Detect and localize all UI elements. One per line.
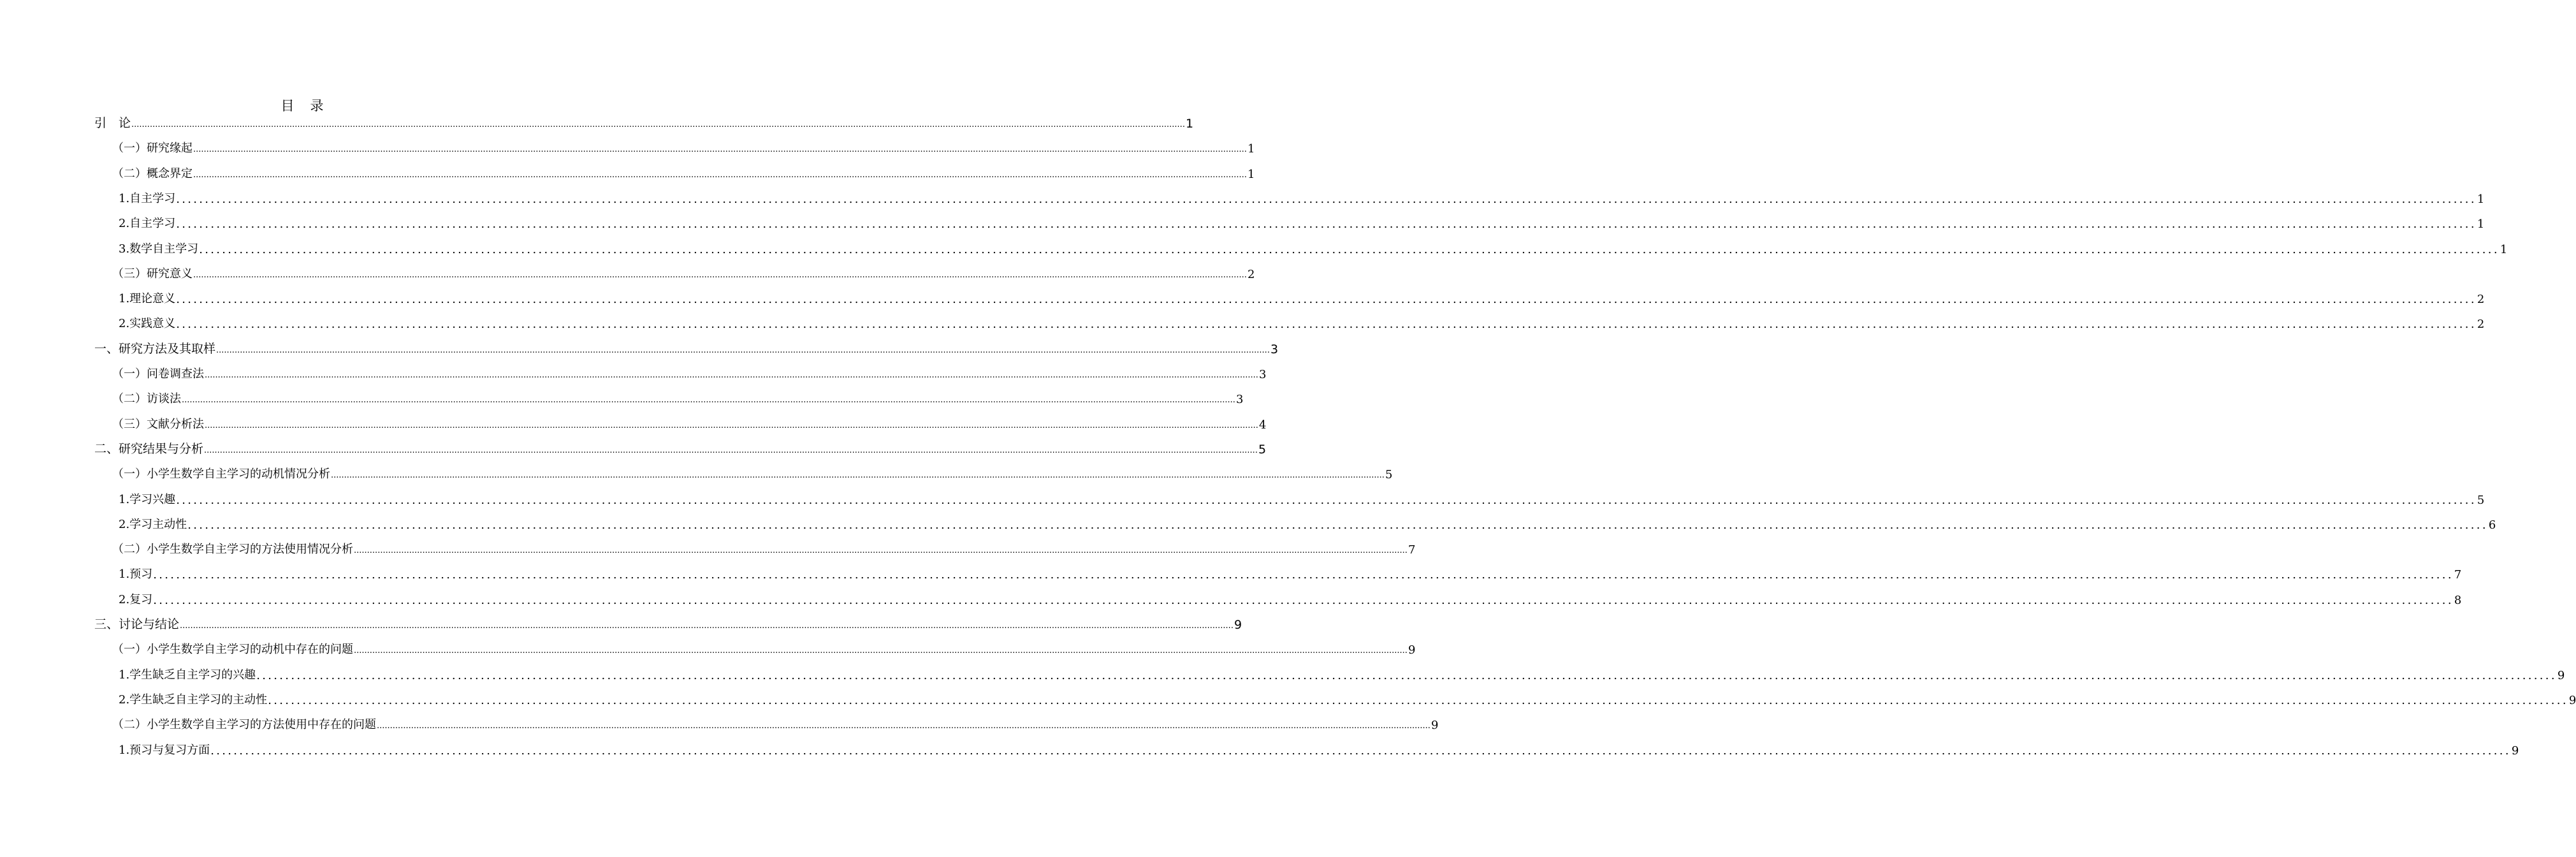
dot-leader: ................................................................................................................................................................................................................................................................................................................................................................................................................ (176, 318, 2477, 332)
toc-entry[interactable] (112, 134, 1255, 156)
dot-leader: ................................................................................................................................................................................................................................................................................................................................................................................................................ (268, 693, 2568, 707)
dot-leader: ................................................................................................................................................................................................................................................................................................................................................................................................................ (176, 192, 2477, 206)
dot-leader: ................................................................................................................................................................................................................................................................................................................................................................................................................ (331, 471, 1385, 481)
dot-leader: ................................................................................................................................................................................................................................................................................................................................................................................................................ (205, 370, 1258, 380)
toc-entry[interactable] (112, 360, 1267, 381)
toc-entry-label: 三、讨论与结论 (94, 617, 180, 631)
toc-entry-label: 1.学习兴趣 (119, 492, 176, 506)
toc-entry-label: （二）小学生数学自主学习的方法使用情况分析 (112, 543, 353, 557)
dot-leader: ................................................................................................................................................................................................................................................................................................................................................................................................................ (193, 170, 1247, 180)
toc-entry-label: 2.实践意义 (119, 317, 176, 331)
dot-leader: ................................................................................................................................................................................................................................................................................................................................................................................................................ (210, 743, 2511, 758)
toc-entry[interactable] (119, 485, 2485, 507)
toc-entry-page-number: 5 (2477, 493, 2485, 507)
toc-entry[interactable] (112, 159, 1255, 181)
dot-leader: ................................................................................................................................................................................................................................................................................................................................................................................................................ (204, 445, 1258, 455)
dot-leader: ................................................................................................................................................................................................................................................................................................................................................................................................................ (354, 546, 1408, 556)
toc-entry-page-number: 9 (1408, 643, 1416, 657)
toc-entry-label: 1.学生缺乏自主学习的兴趣 (119, 668, 256, 682)
dot-leader: ................................................................................................................................................................................................................................................................................................................................................................................................................ (153, 568, 2454, 582)
toc-entry[interactable] (119, 235, 2508, 256)
toc-entry-label: （二）概念界定 (112, 166, 193, 180)
dot-leader: ................................................................................................................................................................................................................................................................................................................................................................................................................ (153, 593, 2454, 607)
toc-entry[interactable] (119, 510, 2496, 532)
toc-entry-page-number: 5 (1385, 468, 1393, 482)
dot-leader: ................................................................................................................................................................................................................................................................................................................................................................................................................ (256, 668, 2557, 682)
toc-entry-page-number: 5 (1258, 442, 1267, 457)
toc-entry-label: （一）研究缘起 (112, 142, 193, 156)
toc-entry[interactable] (112, 385, 1244, 407)
dot-leader: ................................................................................................................................................................................................................................................................................................................................................................................................................ (205, 420, 1258, 430)
toc-entry[interactable] (119, 661, 2565, 682)
toc-entry[interactable] (119, 309, 2485, 332)
dot-leader: ................................................................................................................................................................................................................................................................................................................................................................................................................ (216, 345, 1270, 355)
toc-entry-page-number: 1 (2500, 242, 2508, 256)
toc-entry-label: 2.学生缺乏自主学习的主动性 (119, 692, 268, 707)
toc-entry-page-number: 7 (1408, 543, 1416, 557)
toc-entry-page-number: 1 (1247, 167, 1255, 181)
toc-entry-page-number: 2 (2477, 318, 2485, 332)
toc-entry-label: 1.预习与复习方面 (119, 743, 210, 757)
toc-entry[interactable] (119, 736, 2519, 758)
toc-entry[interactable] (94, 435, 1267, 457)
toc-entry-page-number: 1 (2477, 217, 2485, 231)
toc-entry[interactable] (119, 685, 2576, 707)
dot-leader: ................................................................................................................................................................................................................................................................................................................................................................................................................ (176, 217, 2477, 231)
toc-entry-label: （三）文献分析法 (112, 417, 204, 431)
toc-entry[interactable] (94, 335, 1279, 356)
toc-entry-label: （一）问卷调查法 (112, 367, 204, 381)
dot-leader: ................................................................................................................................................................................................................................................................................................................................................................................................................ (176, 293, 2477, 307)
toc-entry-label: 2.学习主动性 (119, 517, 187, 531)
toc-entry[interactable] (119, 209, 2485, 231)
toc-entry-label: 1.预习 (119, 568, 153, 582)
toc-entry-label: 二、研究结果与分析 (94, 441, 204, 456)
toc-entry-page-number: 3 (1270, 342, 1279, 356)
toc-entry-label: 1.理论意义 (119, 292, 176, 306)
toc-entry-page-number: 6 (2488, 518, 2496, 532)
toc-entry-page-number: 7 (2454, 568, 2462, 582)
toc-entry-label: 3.数学自主学习 (119, 242, 199, 256)
toc-entry[interactable] (119, 284, 2485, 307)
toc-entry-page-number: 4 (1258, 418, 1267, 432)
toc-entry[interactable] (112, 635, 1416, 657)
toc-entry-page-number: 9 (2511, 743, 2519, 758)
toc-entry[interactable] (112, 410, 1267, 432)
toc-entry-page-number: 9 (1233, 618, 1242, 632)
toc-title: 目 录 (280, 98, 325, 114)
toc-entry-page-number: 2 (1247, 267, 1255, 281)
dot-leader: ................................................................................................................................................................................................................................................................................................................................................................................................................ (193, 270, 1247, 280)
toc-entry[interactable] (119, 585, 2462, 607)
toc-entry-label: （二）访谈法 (112, 392, 181, 406)
toc-entry[interactable] (94, 610, 1242, 632)
dot-leader: ................................................................................................................................................................................................................................................................................................................................................................................................................ (199, 242, 2500, 256)
toc-entry-page-number: 1 (1185, 117, 1194, 131)
dot-leader: ................................................................................................................................................................................................................................................................................................................................................................................................................ (187, 518, 2488, 532)
dot-leader: ................................................................................................................................................................................................................................................................................................................................................................................................................ (131, 120, 1185, 129)
toc-entry-page-number: 2 (2477, 293, 2485, 307)
toc-entry[interactable] (112, 460, 1393, 482)
toc-entry-page-number: 9 (2568, 693, 2576, 707)
toc-entry[interactable] (94, 109, 1194, 131)
toc-entry-page-number: 3 (1235, 393, 1244, 407)
toc-entry-label: （一）小学生数学自主学习的动机情况分析 (112, 467, 330, 481)
dot-leader: ................................................................................................................................................................................................................................................................................................................................................................................................................ (377, 721, 1430, 731)
toc-entry[interactable] (119, 184, 2485, 206)
toc-entry-page-number: 1 (1247, 142, 1255, 156)
toc-entry-label: （二）小学生数学自主学习的方法使用中存在的问题 (112, 718, 376, 732)
toc-entry-label: 2.自主学习 (119, 217, 176, 231)
toc-entry[interactable] (119, 560, 2462, 582)
toc-entry-label: 引 论 (94, 116, 131, 130)
dot-leader: ................................................................................................................................................................................................................................................................................................................................................................................................................ (354, 646, 1408, 656)
toc-entry-page-number: 8 (2454, 593, 2462, 607)
toc-entry-page-number: 3 (1258, 368, 1267, 381)
toc-entry-label: 1.自主学习 (119, 191, 176, 205)
toc-entry-label: （一）小学生数学自主学习的动机中存在的问题 (112, 643, 353, 657)
toc-entry-label: 一、研究方法及其取样 (94, 341, 216, 356)
toc-entry-label: 2.复习 (119, 592, 153, 606)
dot-leader: ................................................................................................................................................................................................................................................................................................................................................................................................................ (176, 493, 2477, 507)
toc-entry-page-number: 9 (1430, 719, 1439, 733)
toc-entry[interactable] (112, 535, 1416, 557)
dot-leader: ................................................................................................................................................................................................................................................................................................................................................................................................................ (180, 621, 1233, 631)
toc-entry-page-number: 1 (2477, 192, 2485, 206)
toc-entry[interactable] (112, 260, 1255, 281)
toc-entry[interactable] (112, 710, 1439, 733)
toc-entry-label: （三）研究意义 (112, 267, 193, 281)
dot-leader: ................................................................................................................................................................................................................................................................................................................................................................................................................ (193, 145, 1247, 155)
dot-leader: ................................................................................................................................................................................................................................................................................................................................................................................................................ (182, 395, 1235, 406)
toc-entry-page-number: 9 (2557, 668, 2565, 682)
